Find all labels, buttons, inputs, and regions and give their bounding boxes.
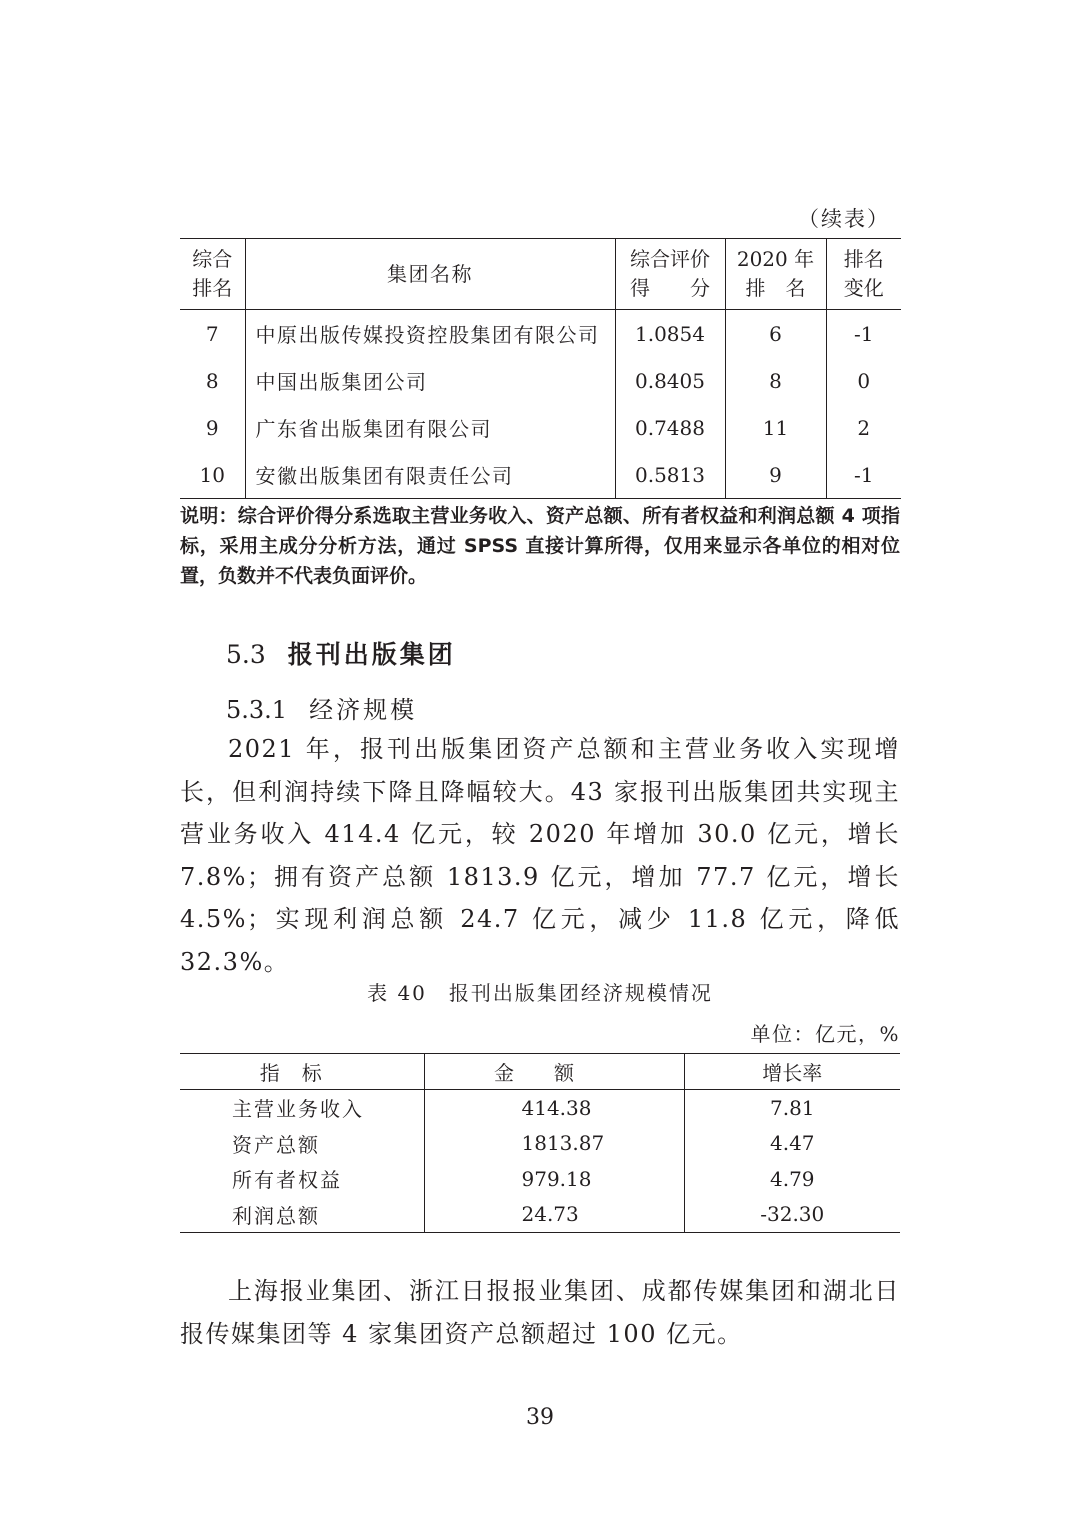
- indicator-cell: 所有者权益: [232, 1168, 342, 1193]
- score-cell: 0.5813: [615, 451, 725, 499]
- note-label: 说明：: [180, 505, 238, 527]
- continued-label: （续表）: [798, 207, 890, 231]
- rank-cell: 9: [205, 415, 219, 440]
- section-number: 5.3: [226, 640, 266, 669]
- growth-cell: 4.47: [684, 1126, 900, 1162]
- page-number: 39: [526, 1405, 554, 1430]
- header-score: 综合评价 得 分: [615, 239, 725, 310]
- amount-cell: 979.18: [424, 1161, 684, 1197]
- table-caption: 表 40 报刊出版集团经济规模情况: [367, 981, 713, 1005]
- ranking-table: [180, 238, 901, 499]
- body-paragraph-2: 上海报业集团、浙江日报报业集团、成都传媒集团和湖北日报传媒集团等 4 家集团资产总额超过 100 亿元。: [180, 1277, 900, 1348]
- indicator-cell: 资产总额: [232, 1132, 320, 1157]
- subsection-heading: [226, 690, 417, 725]
- header-group-name: 集团名称: [245, 239, 615, 310]
- header-indicator: 指标: [180, 1054, 424, 1090]
- header-rank-2020: 2020 年 排 名: [725, 239, 826, 310]
- indicator-cell: 主营业务收入: [232, 1097, 364, 1122]
- section-heading: [226, 635, 456, 671]
- group-name-cell: 中原出版传媒投资控股集团有限公司: [245, 310, 615, 358]
- amount-cell: 24.73: [424, 1197, 684, 1233]
- table-row: [180, 310, 901, 358]
- table-row: [180, 357, 901, 404]
- table-row: [180, 1090, 900, 1126]
- group-name-cell: 广东省出版集团有限公司: [245, 404, 615, 451]
- growth-cell: -32.30: [684, 1197, 900, 1233]
- rank-2020-cell: 8: [725, 357, 826, 404]
- rank-cell: 8: [205, 368, 219, 393]
- note-text: 综合评价得分系选取主营业务收入、资产总额、所有者权益和利润总额 4 项指标，采用主成分分析方法，通过 SPSS 直接计算所得，仅用来显示各单位的相对位置，负数并不代表负面评价。: [180, 505, 900, 587]
- rank-cell: 7: [205, 321, 219, 346]
- table-row: [180, 1197, 900, 1233]
- amount-cell: 414.38: [424, 1090, 684, 1126]
- score-cell: 0.7488: [615, 404, 725, 451]
- growth-cell: 7.81: [684, 1090, 900, 1126]
- subsection-title: 经济规模: [309, 696, 418, 724]
- amount-cell: 1813.87: [424, 1126, 684, 1162]
- rank-change-cell: 2: [826, 404, 901, 451]
- score-cell: 0.8405: [615, 357, 725, 404]
- table-note: [180, 501, 900, 591]
- section-title: 报刊出版集团: [287, 640, 456, 669]
- header-amount: 金额: [424, 1054, 684, 1090]
- header-growth: 增长率: [684, 1054, 900, 1090]
- table-header-row: [180, 239, 901, 310]
- rank-2020-cell: 11: [725, 404, 826, 451]
- score-cell: 1.0854: [615, 310, 725, 358]
- growth-cell: 4.79: [684, 1161, 900, 1197]
- table-row: [180, 1126, 900, 1162]
- subsection-number: 5.3.1: [226, 696, 288, 724]
- indicator-cell: 利润总额: [232, 1203, 320, 1228]
- rank-2020-cell: 6: [725, 310, 826, 358]
- group-name-cell: 安徽出版集团有限责任公司: [245, 451, 615, 499]
- header-rank: 综合 排名: [180, 239, 245, 310]
- table-header-row: [180, 1054, 900, 1090]
- group-name-cell: 中国出版集团公司: [245, 357, 615, 404]
- table-unit: 单位：亿元，%: [750, 1022, 900, 1046]
- economic-scale-table: [180, 1053, 900, 1233]
- table-row: [180, 404, 901, 451]
- rank-change-cell: -1: [826, 451, 901, 499]
- table-row: [180, 451, 901, 499]
- rank-change-cell: 0: [826, 357, 901, 404]
- rank-2020-cell: 9: [725, 451, 826, 499]
- table-row: [180, 1161, 900, 1197]
- rank-change-cell: -1: [826, 310, 901, 358]
- header-rank-change: 排名 变化: [826, 239, 901, 310]
- body-paragraph-1: 2021 年，报刊出版集团资产总额和主营业务收入实现增长，但利润持续下降且降幅较大。43 家报刊出版集团共实现主营业务收入 414.4 亿元，较 2020 年增加 30.0 亿元，增长 7.8%；拥有资产总额 1813.9 亿元，增加 77.7 亿元，增长 4.5%；实现利润总额 24.7 亿元，减少 11.8 亿元，降低 32.3%。: [180, 735, 900, 976]
- rank-cell: 10: [199, 462, 225, 487]
